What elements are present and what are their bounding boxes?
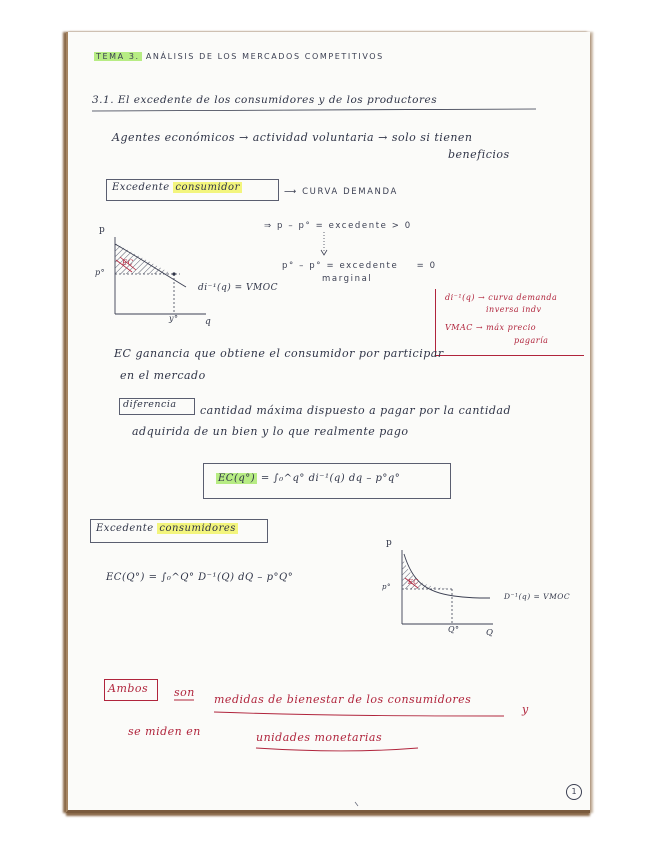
diferencia-line-1: cantidad máxima dispuesto a pagar por la cantidad <box>200 404 511 417</box>
side-note-1: di⁻¹(q) → curva demanda <box>445 293 558 302</box>
conclusion-line-1: medidas de bienestar de los consumidores <box>214 693 472 706</box>
box2-label-a: Excedente <box>96 523 154 534</box>
formula-note-1: ⇒ p – p° = excedente > 0 <box>264 221 412 231</box>
ambos-label: Ambos <box>108 682 149 695</box>
formula-market: EC(Q°) = ∫₀^Q° D⁻¹(Q) dQ – p°Q° <box>106 572 294 583</box>
diferencia-line-2: adquirida de un bien y lo que realmente pago <box>132 425 409 438</box>
topic-title: ANÁLISIS DE LOS MERCADOS COMPETITIVOS <box>145 52 384 61</box>
graph2-p0: p° <box>382 583 391 591</box>
side-note-2: inversa indv <box>486 305 542 314</box>
side-note-3: VMAC → máx precio <box>445 323 537 332</box>
son-label: son <box>174 686 195 699</box>
graph2-ec-label: EC <box>408 578 419 586</box>
intro-line-2: beneficios <box>448 148 510 161</box>
topic-label: TEMA 3. <box>96 52 140 61</box>
conclusion-underlines <box>68 32 590 810</box>
graph1-curve-label: di⁻¹(q) = VMOC <box>198 283 279 293</box>
diferencia-label: diferencia <box>123 399 177 410</box>
notebook-page <box>66 32 590 813</box>
box2-label-b: consumidores <box>159 523 236 534</box>
ec-definition-1: EC ganancia que obtiene el consumidor por participar <box>114 347 444 360</box>
graph2-p-axis: p <box>386 538 393 548</box>
intro-line-1: Agentes económicos → actividad voluntaria → solo si tienen <box>112 131 473 144</box>
conclusion-line-2a: se miden en <box>128 725 201 738</box>
box1-label-a: Excedente <box>112 182 170 193</box>
page-number: 1 <box>566 784 582 800</box>
formula-note-2-end: = 0 <box>416 261 437 271</box>
graph2-curve-label: D⁻¹(q) = VMOC <box>504 592 571 601</box>
graph2-q0: Q° <box>448 625 460 634</box>
graph1-y0: y° <box>169 314 179 323</box>
side-note-4: pagaría <box>514 336 549 345</box>
graph1-p0: p° <box>95 268 106 277</box>
box1-label-b: consumidor <box>175 182 240 193</box>
curva-demanda-label: ⟶ CURVA DEMANDA <box>284 187 398 197</box>
formula-rhs: = ∫₀^q° di⁻¹(q) dq – p°q° <box>260 473 401 484</box>
section-title: 3.1. El excedente de los consumidores y de los productores <box>92 94 438 106</box>
formula-note-2-text: p° – p° = excedente <box>282 261 399 271</box>
formula-note-3: marginal <box>322 274 373 284</box>
graph1-ec-label: EC <box>122 259 134 267</box>
conclusion-line-2b: unidades monetarias <box>256 731 383 744</box>
conclusion-y: y <box>522 703 529 716</box>
formula-lhs: EC(q°) <box>218 473 256 484</box>
graph1-p-axis: p <box>99 225 106 235</box>
graph1-q-axis: q <box>205 317 212 327</box>
graph2-q-axis: Q <box>486 628 494 638</box>
ec-definition-2: en el mercado <box>120 369 206 382</box>
